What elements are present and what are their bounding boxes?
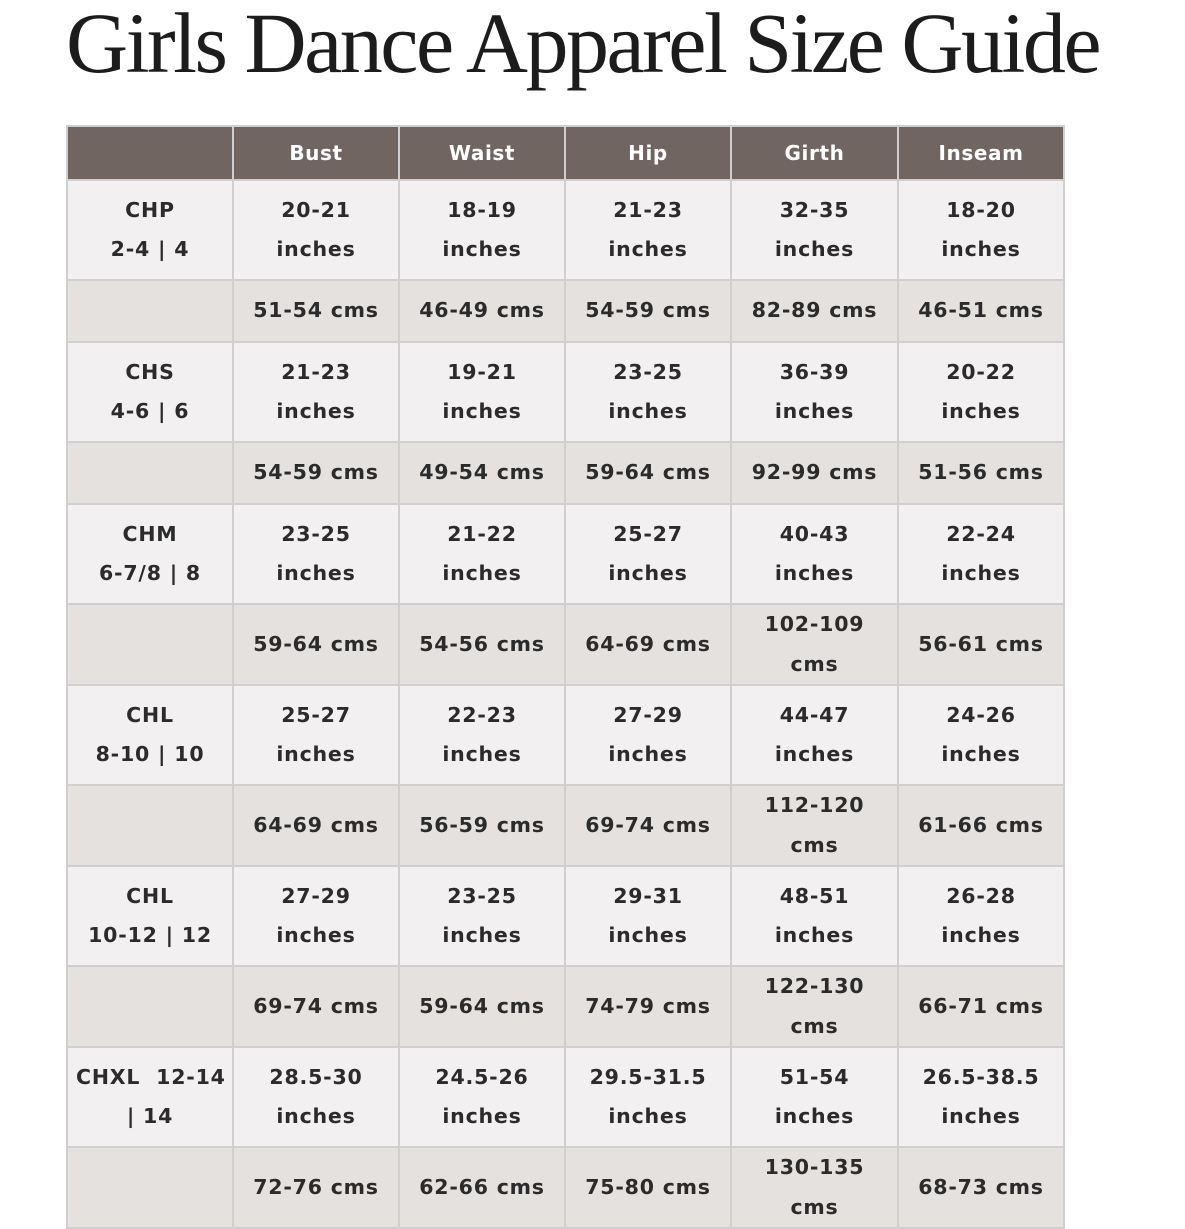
inseam-inches: 26.5-38.5 inches	[898, 1047, 1064, 1147]
size-label-cell	[67, 180, 233, 280]
table-row-inches	[67, 685, 1064, 785]
table-row-cms	[67, 604, 1064, 685]
inseam-cms: 66-71 cms	[898, 966, 1064, 1047]
empty-size-cell	[67, 966, 233, 1047]
girth-cms: 102-109 cms	[731, 604, 898, 685]
size-label-cell	[67, 685, 233, 785]
girth-inches: 36-39 inches	[731, 342, 898, 442]
inseam-cms: 51-56 cms	[898, 442, 1064, 504]
header-waist: Waist	[399, 126, 565, 180]
size-code: CHL	[126, 702, 174, 727]
table-row-cms	[67, 785, 1064, 866]
hip-inches: 27-29 inches	[565, 685, 731, 785]
size-label-cell	[67, 1047, 233, 1147]
empty-size-cell	[67, 1147, 233, 1228]
waist-inches: 19-21 inches	[399, 342, 565, 442]
hip-inches: 23-25 inches	[565, 342, 731, 442]
waist-cms: 49-54 cms	[399, 442, 565, 504]
hip-inches: 29.5-31.5 inches	[565, 1047, 731, 1147]
table-row-cms	[67, 1147, 1064, 1228]
bust-cms: 69-74 cms	[233, 966, 399, 1047]
table-row-inches	[67, 180, 1064, 280]
header-inseam: Inseam	[898, 126, 1064, 180]
girth-inches: 40-43 inches	[731, 504, 898, 604]
header-row	[67, 126, 1064, 180]
size-range: 10-12 | 12	[88, 923, 212, 947]
hip-cms: 59-64 cms	[565, 442, 731, 504]
size-label-cell	[67, 504, 233, 604]
size-range: 8-10 | 10	[95, 742, 205, 766]
inseam-cms: 56-61 cms	[898, 604, 1064, 685]
size-label-cell	[67, 342, 233, 442]
empty-size-cell	[67, 442, 233, 504]
bust-cms: 64-69 cms	[233, 785, 399, 866]
hip-cms: 74-79 cms	[565, 966, 731, 1047]
hip-inches: 29-31 inches	[565, 866, 731, 966]
girth-inches: 44-47 inches	[731, 685, 898, 785]
header-bust: Bust	[233, 126, 399, 180]
bust-inches: 21-23 inches	[233, 342, 399, 442]
inseam-inches: 24-26 inches	[898, 685, 1064, 785]
inseam-cms: 61-66 cms	[898, 785, 1064, 866]
size-code: CHS	[125, 359, 175, 384]
header-hip: Hip	[565, 126, 731, 180]
table-row-cms	[67, 280, 1064, 342]
waist-cms: 54-56 cms	[399, 604, 565, 685]
inseam-inches: 18-20 inches	[898, 180, 1064, 280]
page-title: Girls Dance Apparel Size Guide	[66, 0, 1100, 91]
empty-size-cell	[67, 604, 233, 685]
header-girth: Girth	[731, 126, 898, 180]
table-row-cms	[67, 442, 1064, 504]
size-guide-table	[66, 125, 1065, 1229]
bust-cms: 59-64 cms	[233, 604, 399, 685]
bust-inches: 23-25 inches	[233, 504, 399, 604]
bust-cms: 72-76 cms	[233, 1147, 399, 1228]
bust-cms: 54-59 cms	[233, 442, 399, 504]
inseam-cms: 46-51 cms	[898, 280, 1064, 342]
girth-cms: 112-120 cms	[731, 785, 898, 866]
inseam-cms: 68-73 cms	[898, 1147, 1064, 1228]
hip-cms: 54-59 cms	[565, 280, 731, 342]
girth-cms: 130-135 cms	[731, 1147, 898, 1228]
inseam-inches: 26-28 inches	[898, 866, 1064, 966]
size-label-cell	[67, 866, 233, 966]
size-code: CHL	[126, 883, 174, 908]
girth-cms: 122-130 cms	[731, 966, 898, 1047]
hip-cms: 64-69 cms	[565, 604, 731, 685]
waist-inches: 18-19 inches	[399, 180, 565, 280]
inseam-inches: 22-24 inches	[898, 504, 1064, 604]
waist-inches: 23-25 inches	[399, 866, 565, 966]
size-range: 2-4 | 4	[110, 237, 190, 261]
table-row-cms	[67, 966, 1064, 1047]
bust-cms: 51-54 cms	[233, 280, 399, 342]
empty-size-cell	[67, 280, 233, 342]
size-range: 6-7/8 | 8	[98, 561, 201, 585]
bust-inches: 20-21 inches	[233, 180, 399, 280]
size-code: CHXL 12-14	[76, 1064, 226, 1089]
hip-inches: 21-23 inches	[565, 180, 731, 280]
table-row-inches	[67, 1047, 1064, 1147]
girth-inches: 51-54 inches	[731, 1047, 898, 1147]
waist-cms: 59-64 cms	[399, 966, 565, 1047]
hip-cms: 75-80 cms	[565, 1147, 731, 1228]
waist-cms: 46-49 cms	[399, 280, 565, 342]
bust-inches: 28.5-30 inches	[233, 1047, 399, 1147]
waist-cms: 56-59 cms	[399, 785, 565, 866]
size-range: 4-6 | 6	[110, 399, 190, 423]
waist-inches: 21-22 inches	[399, 504, 565, 604]
waist-cms: 62-66 cms	[399, 1147, 565, 1228]
bust-inches: 25-27 inches	[233, 685, 399, 785]
size-code: CHM	[122, 521, 178, 546]
hip-cms: 69-74 cms	[565, 785, 731, 866]
girth-cms: 92-99 cms	[731, 442, 898, 504]
girth-cms: 82-89 cms	[731, 280, 898, 342]
girth-inches: 32-35 inches	[731, 180, 898, 280]
girth-inches: 48-51 inches	[731, 866, 898, 966]
table-row-inches	[67, 504, 1064, 604]
waist-inches: 22-23 inches	[399, 685, 565, 785]
inseam-inches: 20-22 inches	[898, 342, 1064, 442]
empty-size-cell	[67, 785, 233, 866]
size-code: CHP	[125, 197, 175, 222]
hip-inches: 25-27 inches	[565, 504, 731, 604]
header-size	[67, 126, 233, 180]
table-row-inches	[67, 342, 1064, 442]
bust-inches: 27-29 inches	[233, 866, 399, 966]
table-row-inches	[67, 866, 1064, 966]
waist-inches: 24.5-26 inches	[399, 1047, 565, 1147]
size-range: | 14	[126, 1104, 174, 1128]
